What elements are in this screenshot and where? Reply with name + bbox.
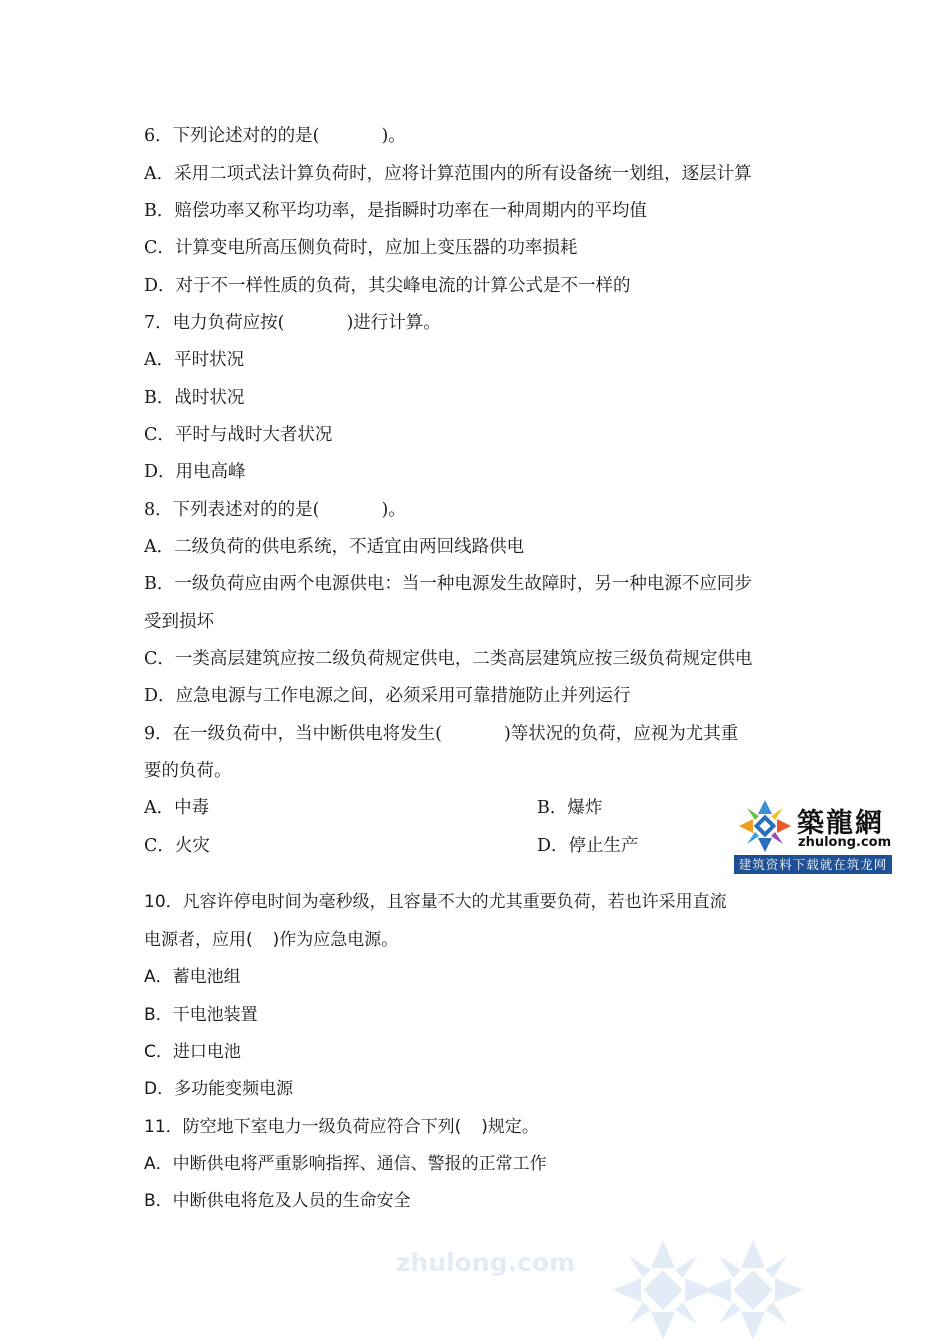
q7-stem-text: 7．电力负荷应按(: [144, 313, 285, 333]
logo-slogan: 建筑资料下载就在筑龙网: [734, 855, 892, 874]
watermark-text: zhulong.com: [396, 1248, 576, 1277]
q6-option-d: D．对于不一样性质的负荷，其尖峰电流的计算公式是不一样的: [144, 276, 631, 296]
q6-stem: [144, 124, 406, 148]
q7-option-d: D．用电高峰: [144, 462, 246, 482]
q8-stem-text: 8．下列表述对的的是(: [144, 500, 320, 520]
logo-chinese-name: 築龍網: [797, 808, 884, 839]
q10-option-a: A．蓄电池组: [144, 967, 241, 987]
q6-stem-end: )。: [381, 126, 406, 146]
q10-stem-end: )作为应急电源。: [272, 930, 399, 950]
q6-option-c: C．计算变电所高压侧负荷时，应加上变压器的功率损耗: [144, 238, 578, 258]
q8-option-b-cont: 受到损坏: [144, 612, 214, 632]
q9-option-c: C．火灾: [144, 836, 210, 856]
q10-option-c: C．进口电池: [144, 1042, 241, 1062]
q6-option-b: B．赔偿功率又称平均功率，是指瞬时功率在一种周期内的平均值: [144, 201, 647, 221]
q8-stem: [144, 498, 406, 522]
q11-option-b: B．中断供电将危及人员的生命安全: [144, 1191, 411, 1211]
logo-domain: zhulong.com: [798, 835, 892, 850]
q9-stem-text: 9．在一级负荷中，当中断供电将发生(: [144, 724, 442, 744]
q6-stem-text: 6．下列论述对的的是(: [144, 126, 320, 146]
q11-stem: [144, 1115, 539, 1139]
q11-stem-text: 11．防空地下室电力一级负荷应符合下列(: [144, 1117, 462, 1137]
snowflake-watermark-icon: [608, 1228, 808, 1344]
q11-stem-end: )规定。: [481, 1117, 539, 1137]
q9-option-a: A．中毒: [144, 798, 210, 818]
q10-stem-cont: [144, 928, 398, 952]
q9-stem-cont: 要的负荷。: [144, 761, 232, 781]
q9-option-b: B．爆炸: [537, 798, 603, 818]
q8-option-a: A．二级负荷的供电系统，不适宜由两回线路供电: [144, 537, 525, 557]
q10-option-d: D．多功能变频电源: [144, 1079, 294, 1099]
q9-stem-mid: )等状况的负荷，应视为尤其重: [503, 724, 739, 744]
q8-stem-end: )。: [381, 500, 406, 520]
q6-option-a: A．采用二项式法计算负荷时，应将计算范围内的所有设备统一划组，逐层计算: [144, 164, 752, 184]
snowflake-logo-icon: [734, 798, 796, 854]
q9-stem: [144, 722, 738, 746]
q7-option-a: A．平时状况: [144, 350, 245, 370]
q10-stem: 10．凡容许停电时间为毫秒级，且容量不大的尤其重要负荷，若也许采用直流: [144, 892, 727, 912]
q7-option-c: C．平时与战时大者状况: [144, 425, 333, 445]
zhulong-logo: [734, 798, 892, 874]
q8-option-c: C．一类高层建筑应按二级负荷规定供电，二类高层建筑应按三级负荷规定供电: [144, 649, 753, 669]
q7-stem: [144, 311, 441, 335]
q8-option-d: D．应急电源与工作电源之间，必须采用可靠措施防止并列运行: [144, 686, 631, 706]
q7-stem-end: )进行计算。: [346, 313, 441, 333]
q10-option-b: B．干电池装置: [144, 1005, 258, 1025]
q9-option-d: D．停止生产: [537, 836, 639, 856]
q7-option-b: B．战时状况: [144, 388, 245, 408]
q8-option-b: B．一级负荷应由两个电源供电：当一种电源发生故障时，另一种电源不应同步: [144, 574, 752, 594]
q10-stem-text: 电源者，应用(: [144, 930, 253, 950]
q11-option-a: A．中断供电将严重影响指挥、通信、警报的正常工作: [144, 1154, 547, 1174]
